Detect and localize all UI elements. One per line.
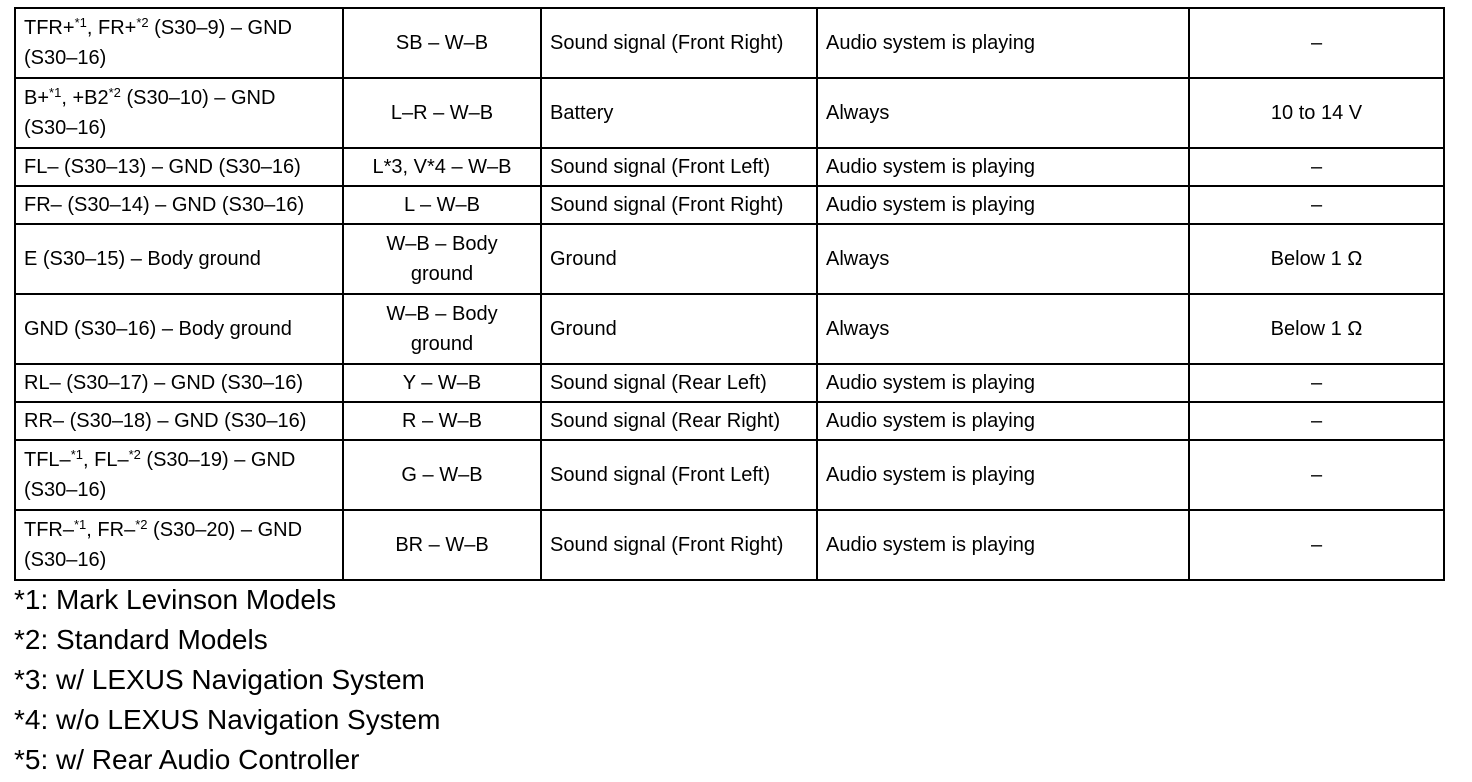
table-body [15,8,1444,580]
condition-cell: Audio system is playing [817,510,1189,580]
condition-description-cell: Sound signal (Front Left) [541,148,817,186]
condition-description-cell: Sound signal (Front Right) [541,186,817,224]
specified-condition-cell: – [1189,402,1444,440]
terminal-cell: RL– (S30–17) – GND (S30–16) [15,364,343,402]
footnote: *1: Mark Levinson Models [14,584,337,615]
condition-cell: Always [817,224,1189,294]
table-row [15,440,1444,510]
terminal-cell: TFR–$^{*1}$, FR–$^{*2}$ (S30–20) – GND (S30–16) [15,510,343,580]
table-row [15,402,1444,440]
terminal-cell: FL– (S30–13) – GND (S30–16) [15,148,343,186]
wiring-color-cell: R – W–B [343,402,541,440]
table-row [15,186,1444,224]
terminal-spec-table-container [14,7,1445,581]
wiring-color-cell: W–B – Body ground [343,294,541,364]
condition-cell: Audio system is playing [817,402,1189,440]
condition-cell: Audio system is playing [817,364,1189,402]
terminal-cell: TFR+$^{*1}$, FR+$^{*2}$ (S30–9) – GND (S30–16) [15,8,343,78]
specified-condition-cell: – [1189,186,1444,224]
terminal-cell: RR– (S30–18) – GND (S30–16) [15,402,343,440]
condition-cell: Always [817,78,1189,148]
condition-description-cell: Battery [541,78,817,148]
specified-condition-cell: 10 to 14 V [1189,78,1444,148]
wiring-color-cell: Y – W–B [343,364,541,402]
terminal-cell: B+$^{*1}$, $+B2^{*2}$ (S30–10) – GND (S30–16) [15,78,343,148]
condition-cell: Audio system is playing [817,8,1189,78]
condition-cell: Always [817,294,1189,364]
specified-condition-cell: – [1189,510,1444,580]
footnote: *3: w/ LEXUS Navigation System [14,664,425,695]
specified-condition-cell: – [1189,148,1444,186]
condition-description-cell: Sound signal (Rear Left) [541,364,817,402]
table-row [15,148,1444,186]
wiring-color-cell: L–R – W–B [343,78,541,148]
condition-cell: Audio system is playing [817,148,1189,186]
terminal-spec-table [14,7,1445,581]
terminal-cell: E (S30–15) – Body ground [15,224,343,294]
specified-condition-cell: – [1189,364,1444,402]
table-row [15,294,1444,364]
table-row [15,364,1444,402]
table-row [15,224,1444,294]
terminal-cell: TFL–$^{*1}$, FL–$^{*2}$ (S30–19) – GND (S30–16) [15,440,343,510]
condition-description-cell: Ground [541,224,817,294]
wiring-color-cell: G – W–B [343,440,541,510]
specified-condition-cell: – [1189,8,1444,78]
terminal-cell: GND (S30–16) – Body ground [15,294,343,364]
wiring-color-cell: SB – W–B [343,8,541,78]
terminal-cell: FR– (S30–14) – GND (S30–16) [15,186,343,224]
condition-description-cell: Sound signal (Front Right) [541,510,817,580]
table-row [15,78,1444,148]
specified-condition-cell: – [1189,440,1444,510]
footnotes [14,580,440,780]
wiring-color-cell: L – W–B [343,186,541,224]
specified-condition-cell: Below 1 Ω [1189,224,1444,294]
footnote: *2: Standard Models [14,624,268,655]
condition-cell: Audio system is playing [817,186,1189,224]
wiring-color-cell: BR – W–B [343,510,541,580]
condition-description-cell: Sound signal (Rear Right) [541,402,817,440]
footnote: *4: w/o LEXUS Navigation System [14,704,441,735]
condition-description-cell: Sound signal (Front Right) [541,8,817,78]
footnote: *5: w/ Rear Audio Controller [14,744,360,775]
wiring-color-cell: W–B – Body ground [343,224,541,294]
table-row [15,510,1444,580]
wiring-color-cell: L*3, V*4 – W–B [343,148,541,186]
condition-description-cell: Ground [541,294,817,364]
table-row [15,8,1444,78]
condition-cell: Audio system is playing [817,440,1189,510]
condition-description-cell: Sound signal (Front Left) [541,440,817,510]
specified-condition-cell: Below 1 Ω [1189,294,1444,364]
